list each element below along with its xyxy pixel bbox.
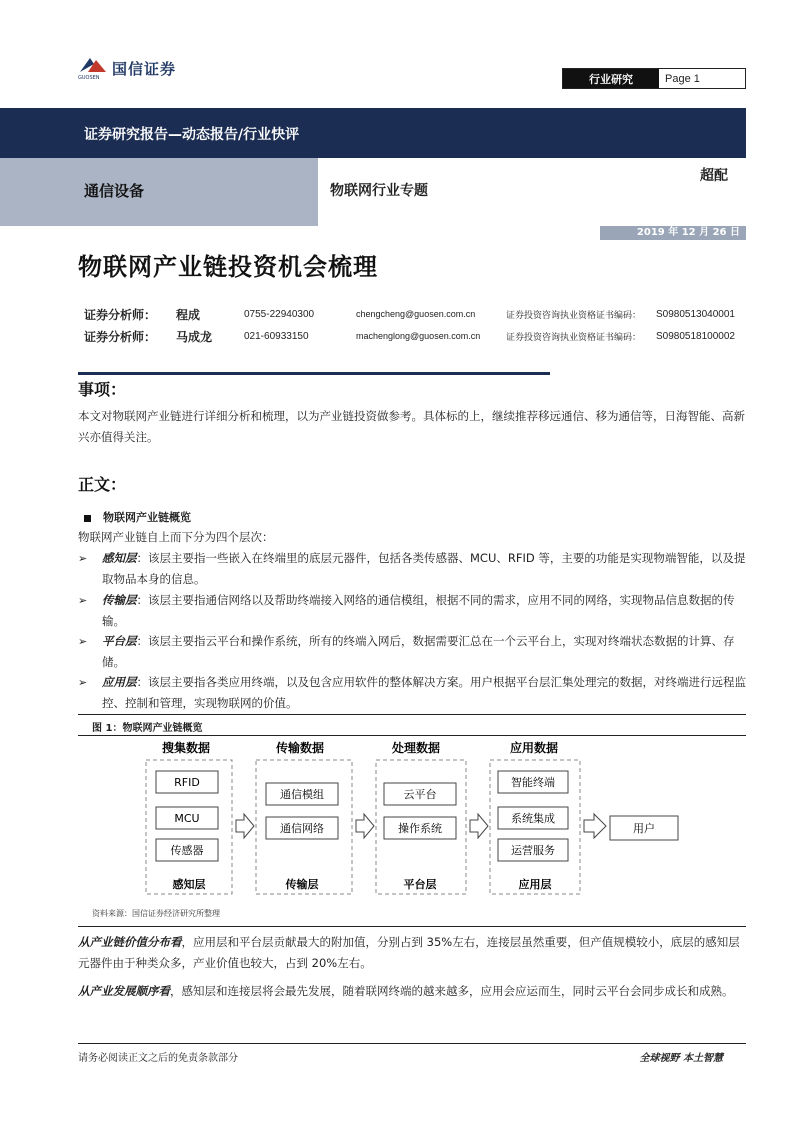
layer-name: 平台层: [102, 634, 137, 648]
paragraph-lead: 从产业链价值分布看: [78, 935, 182, 949]
report-subtitle: 物联网行业专题: [330, 183, 428, 199]
body-heading: 正文：: [78, 475, 127, 494]
layer-text: ：该层主要指通信网络以及帮助终端接入网络的通信模组，根据不同的需求，应用不同的网络，实现物品信息数据的传输。: [102, 593, 735, 628]
analyst-cert-number: S0980513040001: [656, 308, 735, 320]
matter-text: 本文对物联网产业链进行详细分析和梳理，以为产业链投资做参考。具体标的上，继续推荐移远通信、移为通信等，日海智能、高新兴亦值得关注。: [78, 409, 745, 444]
layers-intro: 物联网产业链自上而下分为四个层次：: [78, 530, 274, 544]
paragraph-lead: 从产业发展顺序看: [78, 984, 170, 998]
group-footer: 平台层: [403, 878, 437, 891]
iot-chain-diagram: [130, 738, 710, 900]
report-category: 行业研究: [563, 69, 659, 88]
chain-item: 智能终端: [511, 776, 555, 789]
layer-name: 传输层: [102, 593, 137, 607]
footer-slogan: 全球视野 本土智慧: [639, 1053, 723, 1064]
analyst-name: 马成龙: [176, 329, 213, 344]
section-title: [84, 509, 191, 525]
analyst-cert-label: 证券投资咨询执业资格证书编码：: [506, 332, 642, 343]
flow-arrow-icon: [356, 814, 374, 838]
chain-item: 传感器: [170, 844, 204, 857]
report-date: 2019 年 12 月 26 日: [600, 226, 746, 240]
figure-bottom-rule: [78, 926, 746, 927]
arrow-bullet-icon: ➢: [78, 635, 88, 648]
chain-item: RFID: [174, 776, 200, 789]
square-bullet-icon: [84, 515, 91, 522]
chain-item: 云平台: [403, 788, 437, 801]
report-title: 物联网产业链投资机会梳理: [78, 253, 378, 281]
company-logo: [78, 54, 208, 82]
industry-label: 通信设备: [0, 158, 318, 226]
group-header: 传输数据: [275, 741, 325, 755]
group-footer: 感知层: [172, 878, 206, 891]
chain-item: 通信模组: [280, 788, 324, 801]
analyst-phone: 021-60933150: [244, 330, 309, 342]
logo-en: GUOSEN: [78, 75, 100, 81]
chain-item: 通信网络: [280, 822, 324, 835]
layer-name: 感知层: [102, 551, 137, 565]
group-header: 处理数据: [391, 741, 441, 755]
rating-label: 超配: [700, 168, 728, 184]
page-indicator: [562, 68, 746, 89]
chain-item: MCU: [174, 812, 200, 825]
report-type-banner: 证券研究报告—动态报告/行业快评: [0, 108, 746, 158]
flow-arrow-icon: [470, 814, 488, 838]
disclaimer-note: 请务必阅读正文之后的免责条款部分: [78, 1053, 238, 1064]
footer-rule: [78, 1043, 746, 1044]
chain-item: 运营服务: [511, 844, 555, 857]
page-number: Page 1: [665, 72, 700, 85]
chain-item: 系统集成: [511, 812, 555, 825]
arrow-bullet-icon: ➢: [78, 676, 88, 689]
analyst-cert-number: S0980518100002: [656, 330, 735, 342]
analyst-name: 程成: [176, 307, 201, 322]
group-footer: 应用层: [518, 878, 552, 891]
paragraph-text: ，感知层和连接层将会最先发展，随着联网终端的越来越多，应用会应运而生，同时云平台会同步成长和成熟。: [170, 984, 734, 998]
list-item: [78, 672, 746, 714]
figure-title: 图 1：物联网产业链概览: [78, 714, 746, 736]
flow-arrow-icon: [584, 814, 606, 838]
list-item: [78, 631, 746, 673]
analyst-phone: 0755-22940300: [244, 308, 315, 320]
group-footer: 传输层: [285, 878, 319, 891]
analyst-cert-label: 证券投资咨询执业资格证书编码：: [506, 310, 642, 321]
analyst-email[interactable]: machenglong@guosen.com.cn: [356, 331, 481, 341]
section-title-text: 物联网产业链概览: [103, 511, 191, 524]
analyst-role: 证券分析师：: [84, 329, 157, 344]
chain-item: 操作系统: [398, 822, 442, 835]
development-order-paragraph: [78, 981, 746, 1002]
value-distribution-paragraph: [78, 932, 746, 974]
logo-text: 国信证券: [112, 60, 177, 78]
user-label: 用户: [633, 822, 655, 835]
flow-arrow-icon: [236, 814, 254, 838]
section-divider: [78, 372, 550, 375]
arrow-bullet-icon: ➢: [78, 552, 88, 565]
figure-source: 资料来源：国信证券经济研究所整理: [92, 909, 220, 918]
paragraph-text: ，应用层和平台层贡献最大的附加值，分别占到 35%左右，连接层虽然重要，但产值规模较小，底层的感知层元器件由于种类众多，产业价值也较大，占到 20%左右。: [78, 935, 740, 970]
list-item: [78, 548, 746, 590]
layer-text: ：该层主要指各类应用终端，以及包含应用软件的整体解决方案。用户根据平台层汇集处理完的数据，对终端进行远程监控、控制和管理，实现物联网的价值。: [102, 675, 746, 710]
group-header: 搜集数据: [161, 741, 211, 755]
analyst-email[interactable]: chengcheng@guosen.com.cn: [356, 309, 476, 319]
arrow-bullet-icon: ➢: [78, 594, 88, 607]
group-header: 应用数据: [509, 741, 559, 755]
list-item: [78, 590, 746, 632]
layer-text: ：该层主要指一些嵌入在终端里的底层元器件，包括各类传感器、MCU、RFID 等，主要的功能是实现物端智能，以及提取物品本身的信息。: [102, 551, 746, 586]
layer-name: 应用层: [102, 675, 137, 689]
analyst-role: 证券分析师：: [84, 307, 157, 322]
matter-heading: 事项：: [78, 380, 127, 399]
layer-text: ：该层主要指云平台和操作系统，所有的终端入网后，数据需要汇总在一个云平台上，实现对终端状态数据的计算、存储。: [102, 634, 735, 669]
